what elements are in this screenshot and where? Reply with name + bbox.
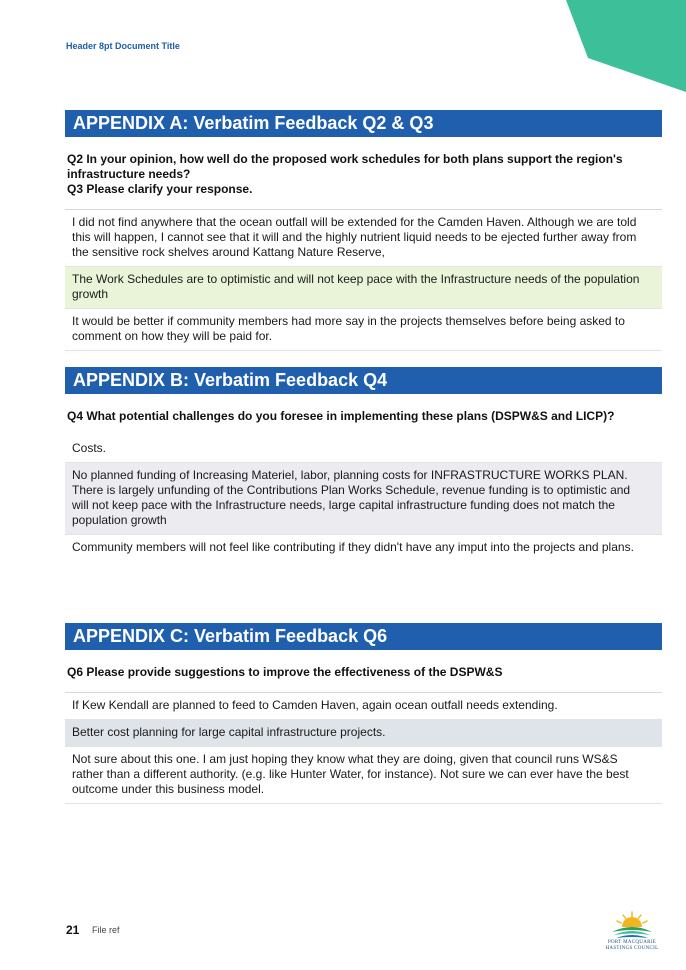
appendix-b-banner: APPENDIX B: Verbatim Feedback Q4 xyxy=(65,367,662,394)
response-item: Community members will not feel like contributing if they didn't have any imput into the projects and plans. xyxy=(72,540,634,554)
appendix-c-banner: APPENDIX C: Verbatim Feedback Q6 xyxy=(65,623,662,650)
file-reference: File ref xyxy=(92,925,120,935)
response-item: I did not find anywhere that the ocean outfall will be extended for the Camden Haven. Although we are told this will happen, I cannot see that it will and the highly nutrient liquid needs to be ejected further away from the sensitive rock shelves around Kattang Nature Reserve, xyxy=(65,210,662,267)
response-item: The Work Schedules are to optimistic and will not keep pace with the Infrastructure needs of the population growth xyxy=(65,267,662,309)
question-q4: Q4 What potential challenges do you foresee in implementing these plans (DSPW&S and LICP)? xyxy=(67,409,615,423)
appendix-b-section xyxy=(65,367,662,561)
appendix-a-responses xyxy=(65,209,662,351)
appendix-a-banner: APPENDIX A: Verbatim Feedback Q2 & Q3 xyxy=(65,110,662,137)
appendix-b-responses xyxy=(65,436,662,561)
question-q6: Q6 Please provide suggestions to improve the effectiveness of the DSPW&S xyxy=(67,665,503,679)
appendix-c-section xyxy=(65,623,662,804)
page-number: 21 xyxy=(66,923,80,937)
response-item: Not sure about this one. I am just hoping they know what they are doing, given that council runs WS&S rather than a different authority. (e.g. like Hunter Water, for instance). Not sure we can ever have the best outcome under this business model. xyxy=(65,747,662,804)
appendix-b-questions xyxy=(67,409,662,424)
appendix-c-responses xyxy=(65,692,662,804)
response-item: Better cost planning for large capital infrastructure projects. xyxy=(65,720,662,747)
question-q3: Q3 Please clarify your response. xyxy=(67,182,253,196)
response-item: If Kew Kendall are planned to feed to Camden Haven, again ocean outfall needs extending. xyxy=(65,693,662,720)
appendix-a-section xyxy=(65,110,662,351)
header-document-title: Header 8pt Document Title xyxy=(66,41,180,51)
question-q2: Q2 In your opinion, how well do the proposed work schedules for both plans support the region's infrastructure needs? xyxy=(67,152,623,181)
appendix-a-questions xyxy=(67,152,662,197)
logo-text-line1: PORT MACQUARIE xyxy=(607,940,657,945)
response-item: No planned funding of Increasing Materiel, labor, planning costs for INFRASTRUCTURE WORKS PLAN. There is largely unfunding of the Contributions Plan Works Schedule, revenue funding is to optimistic and will not keep pace with the Infrastructure needs, large capital infrastructure funding does not match the population growth xyxy=(65,463,662,535)
council-logo-text xyxy=(598,940,666,952)
corner-decoration xyxy=(566,0,686,92)
response-item: Costs. xyxy=(65,436,662,463)
appendix-c-questions xyxy=(67,665,662,680)
logo-text-line2: HASTINGS COUNCIL xyxy=(605,946,659,951)
response-item: It would be better if community members had more say in the projects themselves before being asked to comment on how they will be paid for. xyxy=(65,309,662,351)
